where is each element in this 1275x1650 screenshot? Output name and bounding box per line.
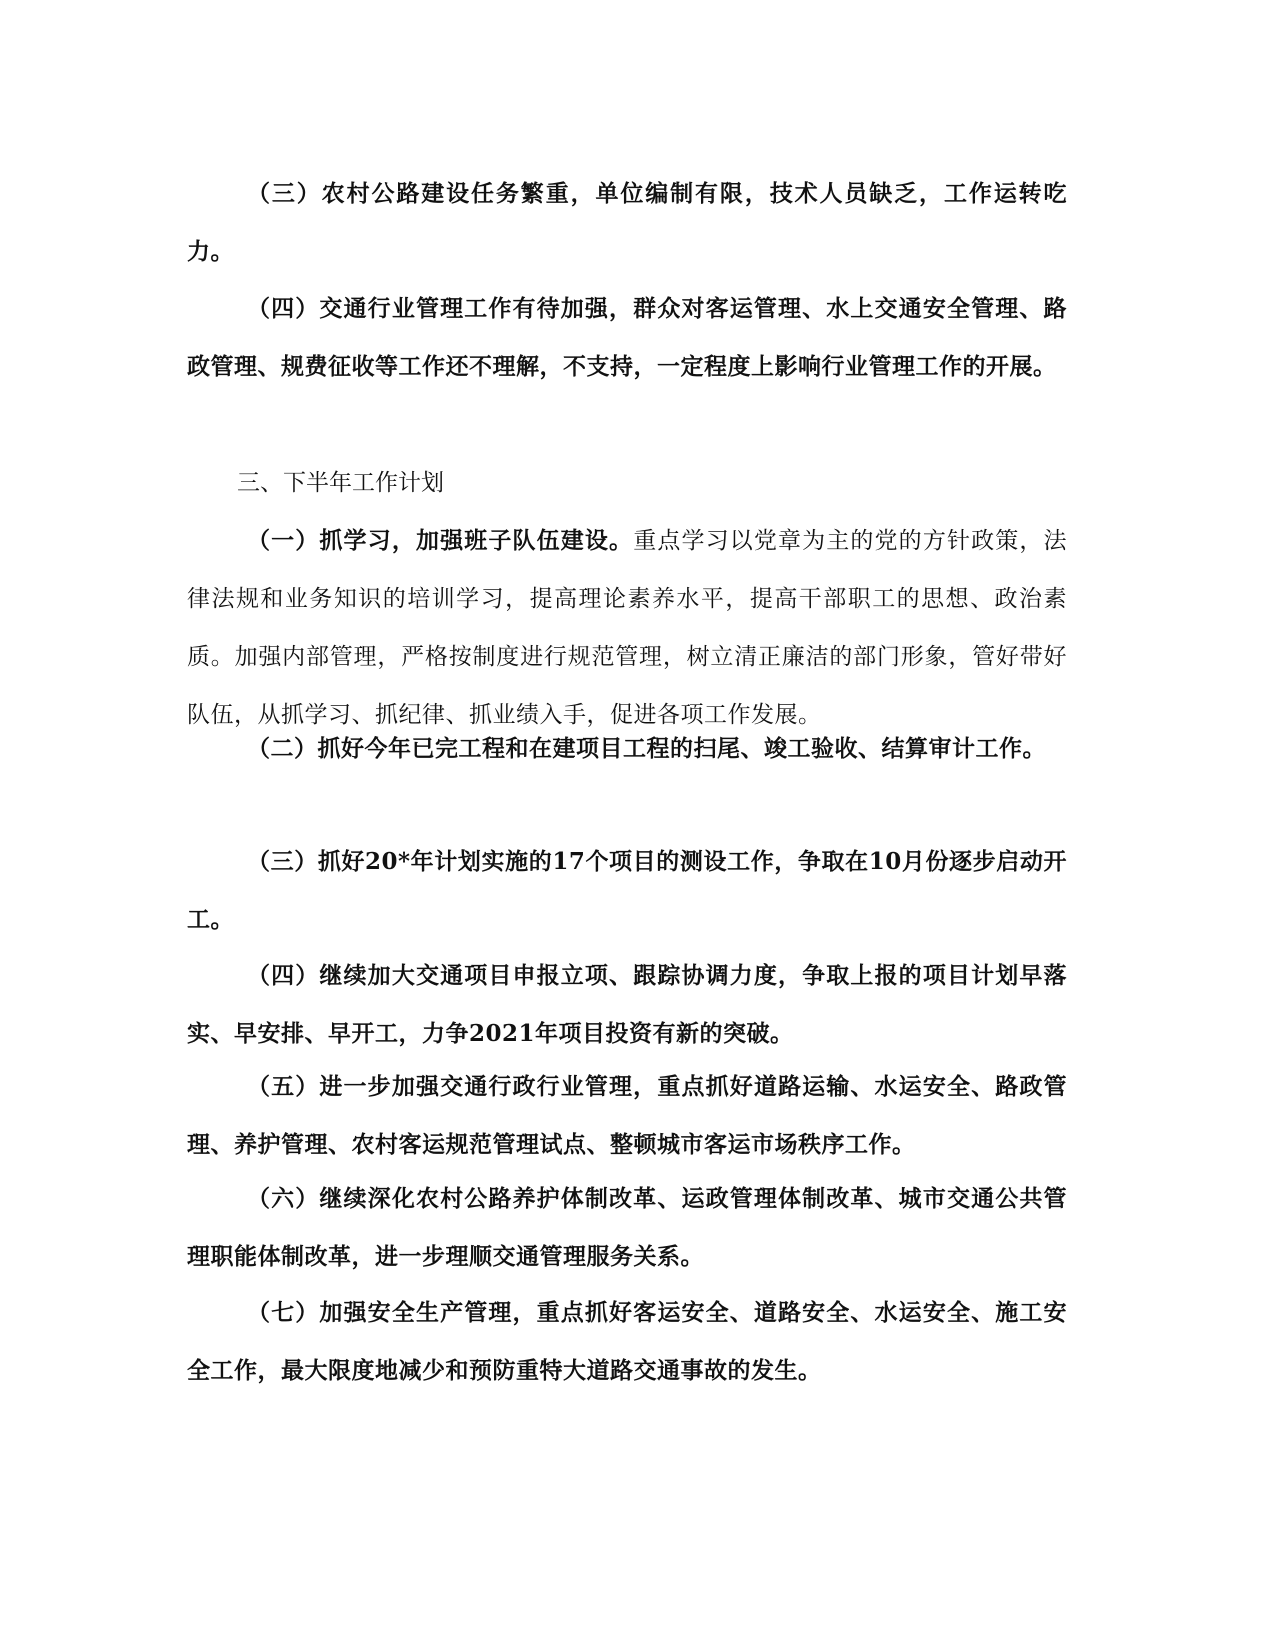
paragraph-plan-6: （六）继续深化农村公路养护体制改革、运政管理体制改革、城市交通公共管理职能体制改革，进一步理顺交通管理服务关系。 (187, 1185, 1067, 1270)
paragraph-plan-1-lead: （一）抓学习，加强班子队伍建设。 (247, 527, 634, 554)
section-heading-plan: 三、下半年工作计划 (237, 470, 444, 496)
paragraph-issue-3: （三）农村公路建设任务繁重，单位编制有限，技术人员缺乏，工作运转吃力。 (187, 180, 1067, 265)
paragraph-plan-3: （三）抓好20*年计划实施的17个项目的测设工作，争取在10月份逐步启动开工。 (187, 848, 1067, 933)
paragraph-plan-2: （二）抓好今年已完工程和在建项目工程的扫尾、竣工验收、结算审计工作。 (247, 735, 1046, 762)
paragraph-plan-1 (187, 512, 1067, 744)
paragraph-plan-1-body: 重点学习以党章为主的党的方针政策，法律法规和业务知识的培训学习，提高理论素养水平，提高干部职工的思想、政治素质。加强内部管理，严格按制度进行规范管理，树立清正廉洁的部门形象，管好带好队伍，从抓学习、抓纪律、抓业绩入手，促进各项工作发展。 (187, 528, 1068, 728)
paragraph-plan-4: （四）继续加大交通项目申报立项、跟踪协调力度，争取上报的项目计划早落实、早安排、早开工，力争2021年项目投资有新的突破。 (187, 962, 1067, 1047)
paragraph-plan-5: （五）进一步加强交通行政行业管理，重点抓好道路运输、水运安全、路政管理、养护管理、农村客运规范管理试点、整顿城市客运市场秩序工作。 (187, 1073, 1067, 1158)
paragraph-plan-7: （七）加强安全生产管理，重点抓好客运安全、道路安全、水运安全、施工安全工作，最大限度地减少和预防重特大道路交通事故的发生。 (187, 1299, 1067, 1384)
paragraph-issue-4: （四）交通行业管理工作有待加强，群众对客运管理、水上交通安全管理、路政管理、规费征收等工作还不理解，不支持，一定程度上影响行业管理工作的开展。 (187, 295, 1067, 380)
